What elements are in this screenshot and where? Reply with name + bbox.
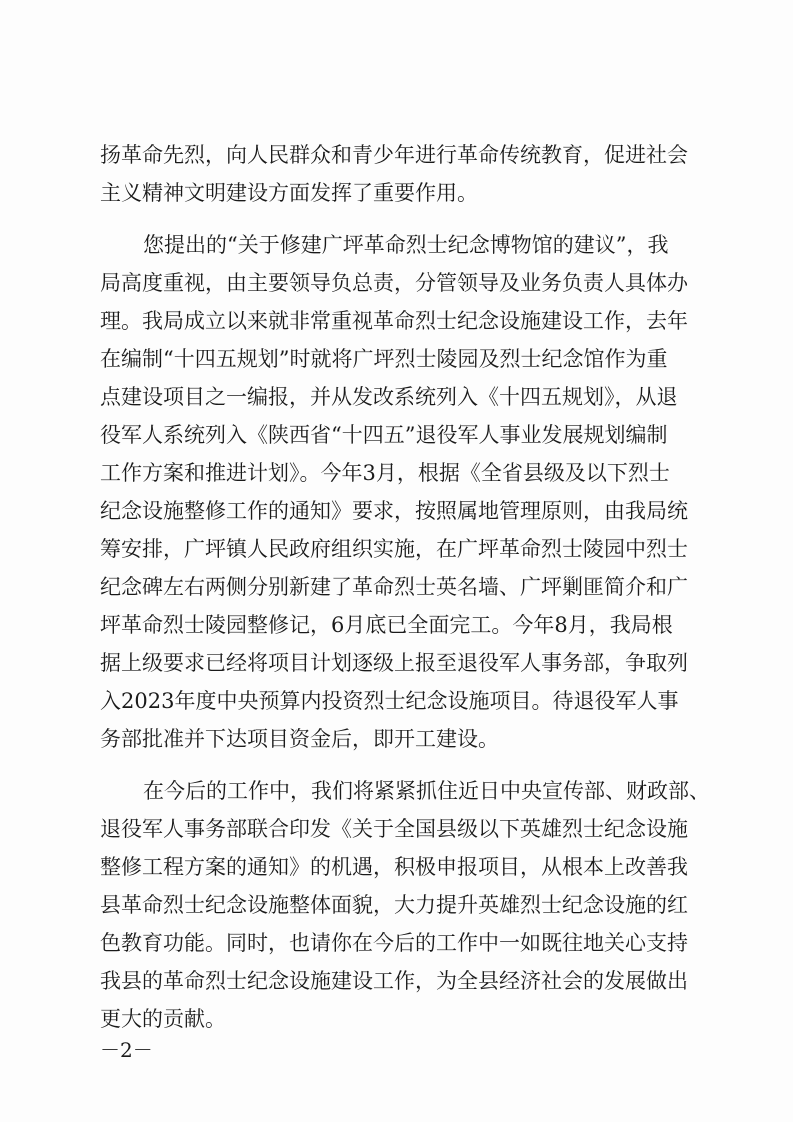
- body-line-16: 务部批准并下达项目资金后，即开工建设。: [100, 727, 499, 751]
- body-line-22: 我县的革命烈士纪念设施建设工作，为全县经济社会的发展做出: [100, 969, 688, 993]
- body-line-23: 更大的贡献。: [100, 1007, 226, 1031]
- body-line-5: 理。我局成立以来就非常重视革命烈士纪念设施建设工作，去年: [100, 309, 688, 333]
- body-line-13: 坪革命烈士陵园整修记，6月底已全面完工。今年8月，我局根: [100, 613, 673, 637]
- body-line-20: 县革命烈士纪念设施整体面貌，大力提升英雄烈士纪念设施的红: [100, 893, 688, 917]
- page-number: －2－: [100, 1038, 153, 1062]
- body-line-4: 局高度重视，由主要领导负总责，分管领导及业务负责人具体办: [100, 271, 688, 295]
- body-line-10: 纪念设施整修工作的通知》要求，按照属地管理原则，由我局统: [100, 499, 688, 523]
- body-line-12: 纪念碑左右两侧分别新建了革命烈士英名墙、广坪剿匪简介和广: [100, 575, 688, 599]
- body-line-6: 在编制“十四五规划”时就将广坪烈士陵园及烈士纪念馆作为重: [100, 347, 668, 371]
- body-line-17: 在今后的工作中，我们将紧紧抓住近日中央宣传部、财政部、: [143, 779, 710, 803]
- body-line-1: 扬革命先烈，向人民群众和青少年进行革命传统教育，促进社会: [100, 143, 688, 167]
- body-line-2: 主义精神文明建设方面发挥了重要作用。: [100, 181, 478, 205]
- body-line-3: 您提出的“关于修建广坪革命烈士纪念博物馆的建议”，我: [143, 233, 669, 257]
- body-line-21: 色教育功能。同时，也请你在今后的工作中一如既往地关心支持: [100, 931, 688, 955]
- body-line-9: 工作方案和推进计划》。今年3月，根据《全省县级及以下烈士: [100, 461, 670, 485]
- body-line-7: 点建设项目之一编报，并从发改系统列入《十四五规划》，从退: [100, 385, 678, 409]
- body-line-18: 退役军人事务部联合印发《关于全国县级以下英雄烈士纪念设施: [100, 817, 688, 841]
- body-line-11: 筹安排，广坪镇人民政府组织实施，在广坪革命烈士陵园中烈士: [100, 537, 688, 561]
- body-line-14: 据上级要求已经将项目计划逐级上报至退役军人事务部，争取列: [100, 651, 688, 675]
- body-line-15: 入2023年度中央预算内投资烈士纪念设施项目。待退役军人事: [100, 689, 679, 713]
- body-line-8: 役军人系统列入《陕西省“十四五”退役军人事业发展规划编制: [100, 423, 668, 447]
- body-line-19: 整修工程方案的通知》的机遇，积极申报项目，从根本上改善我: [100, 855, 688, 879]
